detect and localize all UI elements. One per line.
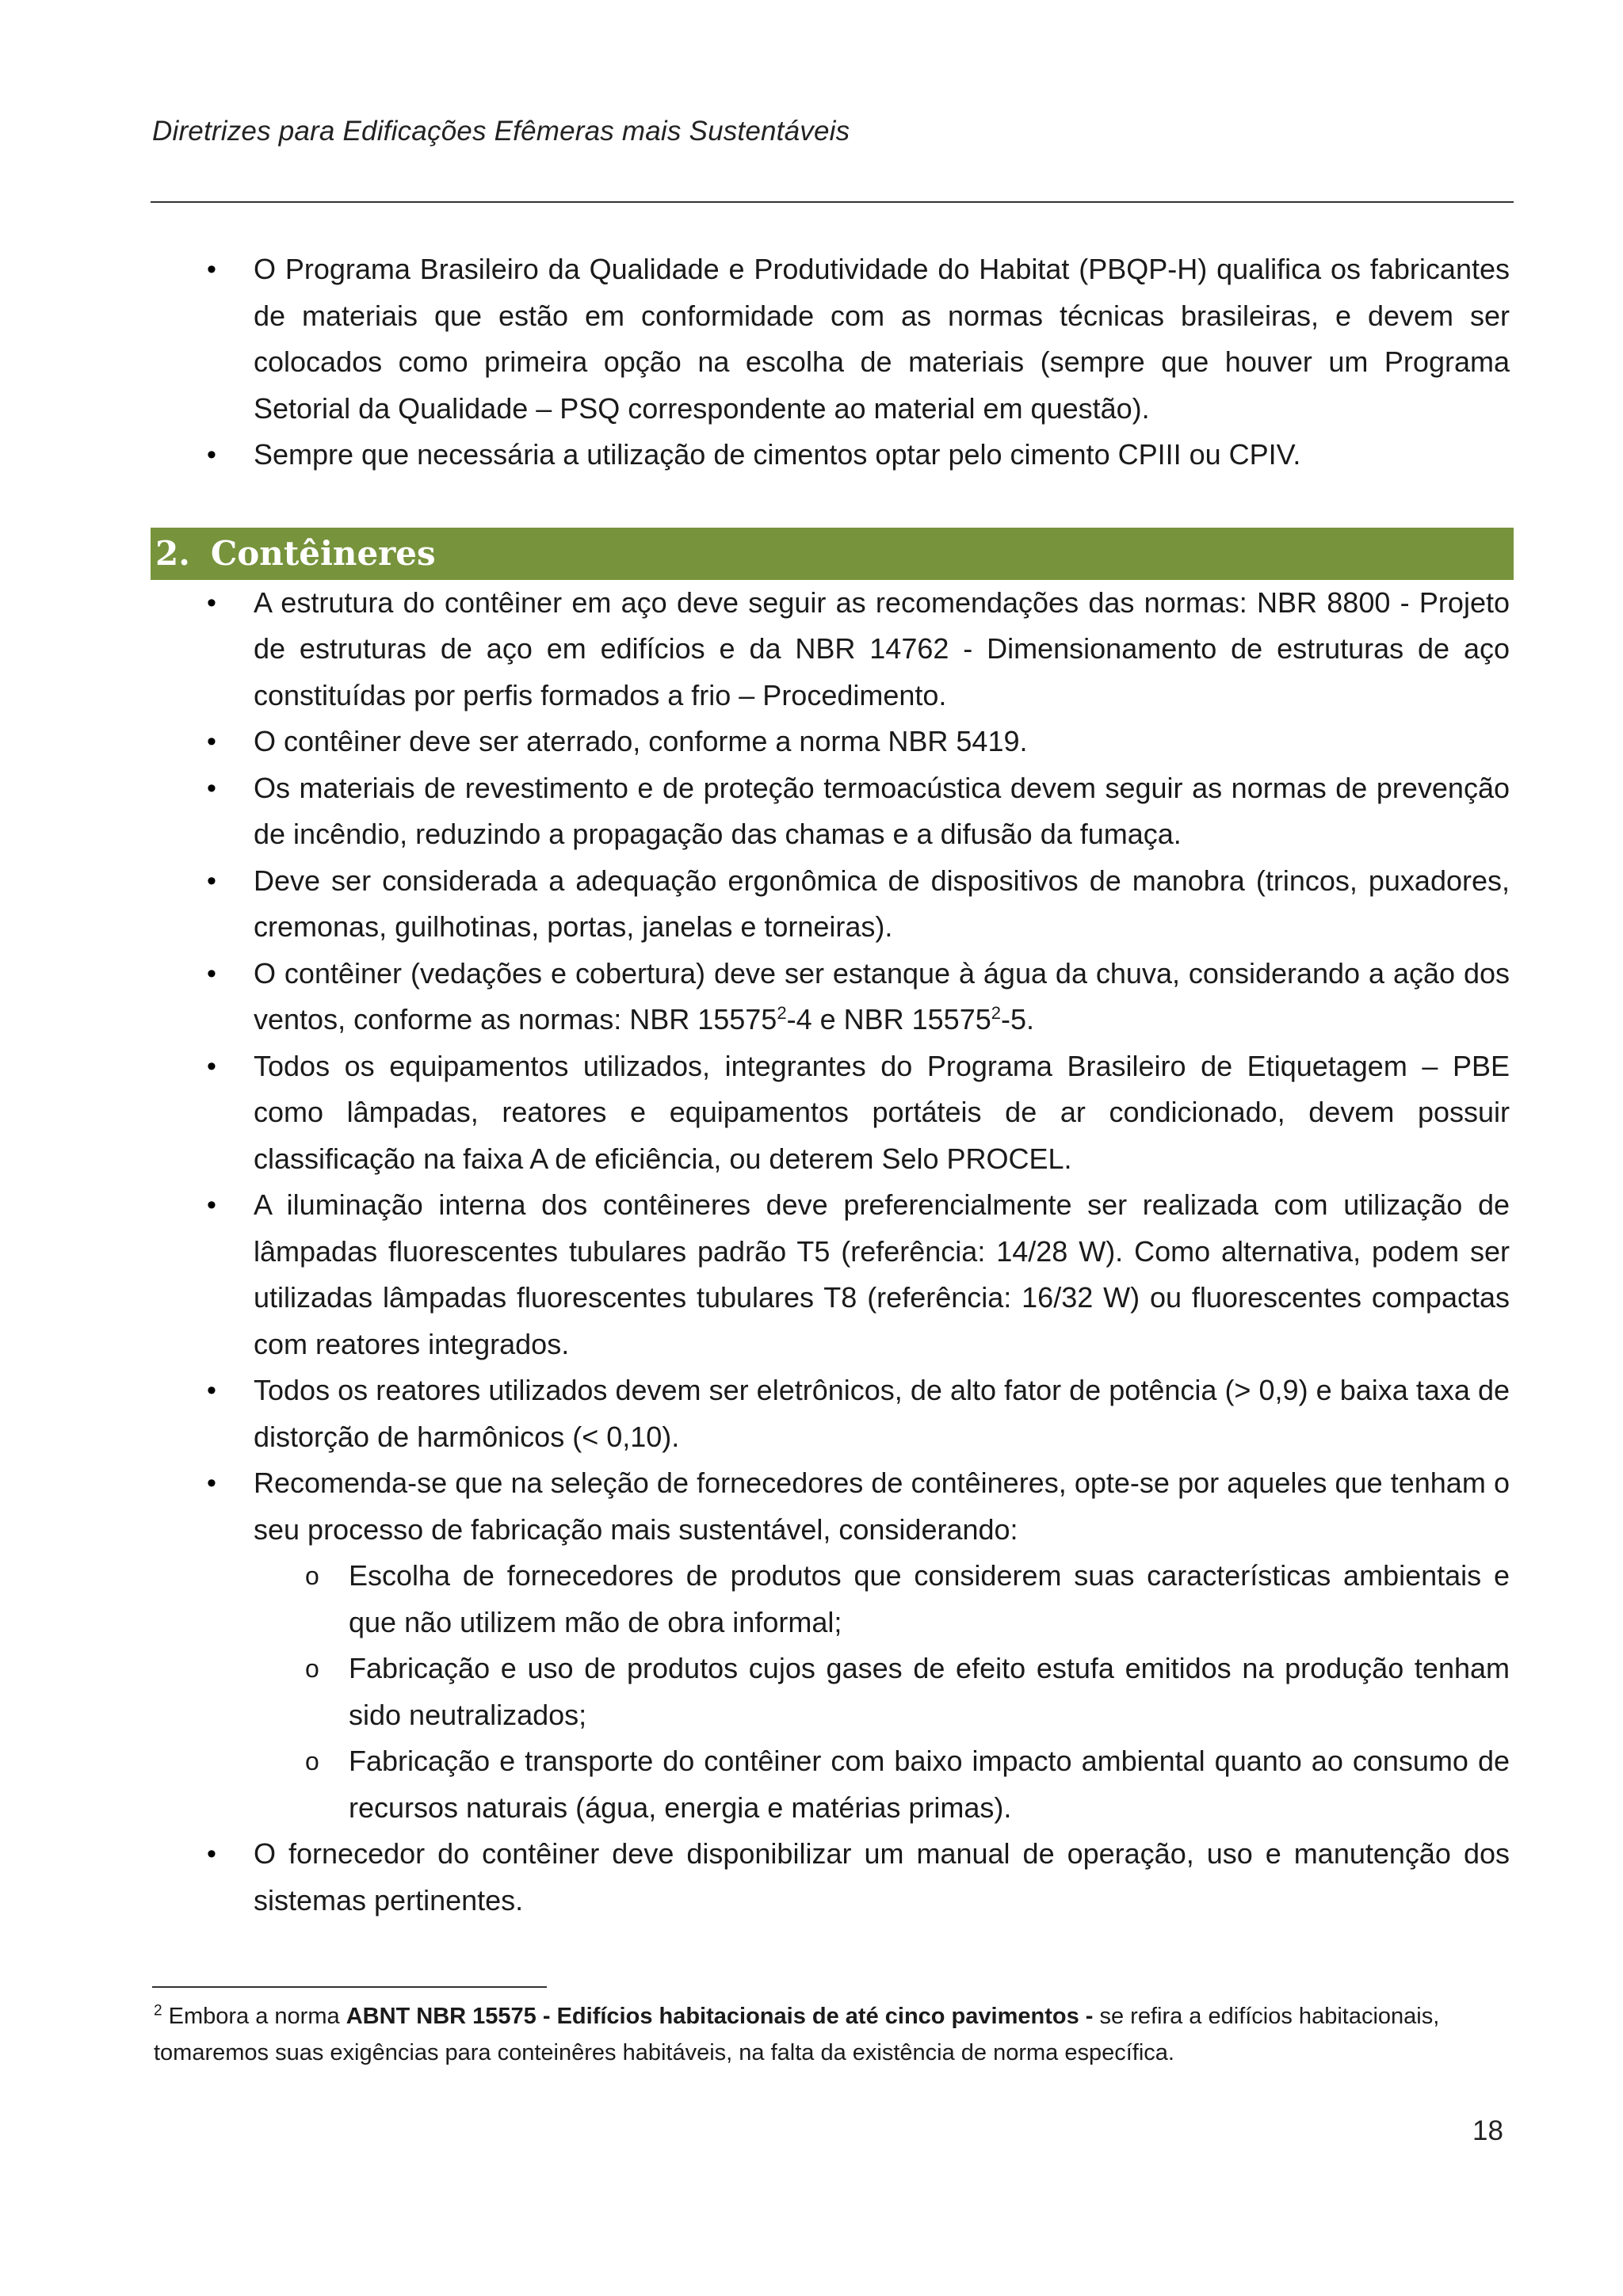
sub-list-item (252, 1553, 1510, 1646)
header-rule (151, 201, 1514, 203)
text-segment: -5. (1000, 1003, 1034, 1035)
footnote-bold-title: ABNT NBR 15575 - Edifícios habitacionais de até cinco pavimentos - (346, 2004, 1094, 2029)
text-segment: O contêiner (vedações e cobertura) deve ser estanque à água da chuva, considerando a ação dos ventos, conforme as normas: NBR 15575 (254, 956, 1510, 1035)
sub-bullet-list (254, 1553, 1510, 1831)
bullet-marker: • (207, 440, 216, 470)
bullet-marker: • (207, 727, 216, 757)
bullet-marker: • (207, 587, 216, 618)
sub-list-item (252, 1738, 1510, 1831)
bullet-marker: • (207, 1375, 216, 1405)
list-item (151, 1460, 1514, 1831)
bullet-marker: • (207, 865, 216, 896)
bullet-marker: • (207, 1190, 216, 1220)
list-item (151, 432, 1514, 479)
footnote-lead: Embora a norma (162, 2004, 346, 2029)
list-item (151, 1043, 1514, 1183)
bullet-marker: • (207, 1468, 216, 1498)
bullet-marker: • (207, 772, 216, 803)
footnote-separator (152, 1986, 547, 1988)
list-item-text: O fornecedor do contêiner deve disponibilizar um manual de operação, uso e manutenção dos sistemas pertinentes. (254, 1837, 1510, 1917)
list-item-text: O contêiner deve ser aterrado, conforme a norma NBR 5419. (254, 725, 1028, 757)
list-item (151, 858, 1514, 951)
page-number: 18 (1472, 2115, 1503, 2146)
list-item (151, 1367, 1514, 1460)
list-item-text: O Programa Brasileiro da Qualidade e Produtividade do Habitat (PBQP-H) qualifica os fabricantes de materiais que estão em conformidade com as normas técnicas brasileiras, e devem ser colocados como primeira opção na escolha de materiais (sempre que houver um Programa Setorial da Qualidade – PSQ correspondente ao material em questão). (254, 253, 1510, 425)
bullet-marker: • (207, 1051, 216, 1081)
sub-list-item-text: Escolha de fornecedores de produtos que considerem suas características ambientais e que não utilizem mão de obra informal; (349, 1559, 1510, 1638)
list-item (151, 765, 1514, 858)
list-item-text: Os materiais de revestimento e de proteção termoacústica devem seguir as normas de prevenção de incêndio, reduzindo a propagação das chamas e a difusão da fumaça. (254, 771, 1510, 850)
sub-list-item (252, 1646, 1510, 1738)
footnote-reference[interactable]: 2 (991, 1003, 1001, 1023)
list-item-text (254, 957, 1510, 1036)
list-item-text: Todos os reatores utilizados devem ser eletrônicos, de alto fator de potência (> 0,9) e baixa taxa de distorção de harmônicos (< 0,10). (254, 1374, 1510, 1453)
bullet-marker: • (207, 254, 216, 284)
list-item-text: Todos os equipamentos utilizados, integrantes do Programa Brasileiro de Etiquetagem – PBE como lâmpadas, reatores e equipamentos portáteis de ar condicionado, devem possuir classificação na faixa A de eficiência, ou deterem Selo PROCEL. (254, 1049, 1510, 1175)
list-item (151, 580, 1514, 719)
text-segment: -4 e NBR 15575 (786, 1003, 991, 1035)
sub-bullet-marker: o (305, 1562, 319, 1590)
list-item-text: A iluminação interna dos contêineres deve preferencialmente ser realizada com utilização de lâmpadas fluorescentes tubulares padrão T5 (referência: 14/28 W). Como alternativa, podem ser utilizadas lâmpadas fluorescentes tubulares T8 (referência: 16/32 W) ou fluorescentes compactas com reatores integrados. (254, 1188, 1510, 1360)
list-item (151, 1182, 1514, 1367)
footnote-number: 2 (154, 2002, 162, 2019)
bullet-marker: • (207, 1839, 216, 1869)
sub-list-item-text: Fabricação e uso de produtos cujos gases de efeito estufa emitidos na produção tenham sido neutralizados; (349, 1652, 1510, 1731)
list-item-text: Deve ser considerada a adequação ergonômica de dispositivos de manobra (trincos, puxadores, cremonas, guilhotinas, portas, janelas e torneiras). (254, 864, 1510, 943)
running-header: Diretrizes para Edificações Efêmeras mais Sustentáveis (152, 116, 850, 147)
list-item (151, 1831, 1514, 1924)
sub-list-item-text: Fabricação e transporte do contêiner com baixo impacto ambiental quanto ao consumo de recursos naturais (água, energia e matérias primas). (349, 1745, 1510, 1824)
list-item (151, 719, 1514, 765)
list-item-text: Sempre que necessária a utilização de cimentos optar pelo cimento CPIII ou CPIV. (254, 438, 1301, 471)
list-item (151, 951, 1514, 1043)
bullet-marker: • (207, 958, 216, 989)
section-heading (151, 528, 1514, 580)
section-bullet-list (151, 580, 1514, 1924)
section-number: 2. (155, 534, 190, 573)
list-item (151, 246, 1514, 432)
sub-bullet-marker: o (305, 1747, 319, 1775)
section-title: Contêineres (210, 534, 436, 573)
sub-bullet-marker: o (305, 1654, 319, 1683)
list-item-text: A estrutura do contêiner em aço deve seguir as recomendações das normas: NBR 8800 - Projeto de estruturas de aço em edifícios e da NBR 14762 - Dimensionamento de estruturas de aço constituídas por perfis formados a frio – Procedimento. (254, 585, 1510, 711)
footnote-reference[interactable]: 2 (777, 1003, 787, 1023)
intro-bullet-list (151, 246, 1514, 479)
footnote-text: se refira a edifícios habitacionais, tomaremos suas exigências para conteinêres habitáveis, na falta da existência de norma específica. (154, 2004, 1440, 2065)
list-item-text: Recomenda-se que na seleção de fornecedores de contêineres, opte-se por aqueles que tenham o seu processo de fabricação mais sustentável, considerando: (254, 1466, 1510, 1546)
footnote (154, 1998, 1514, 2071)
page-body (151, 246, 1514, 1924)
